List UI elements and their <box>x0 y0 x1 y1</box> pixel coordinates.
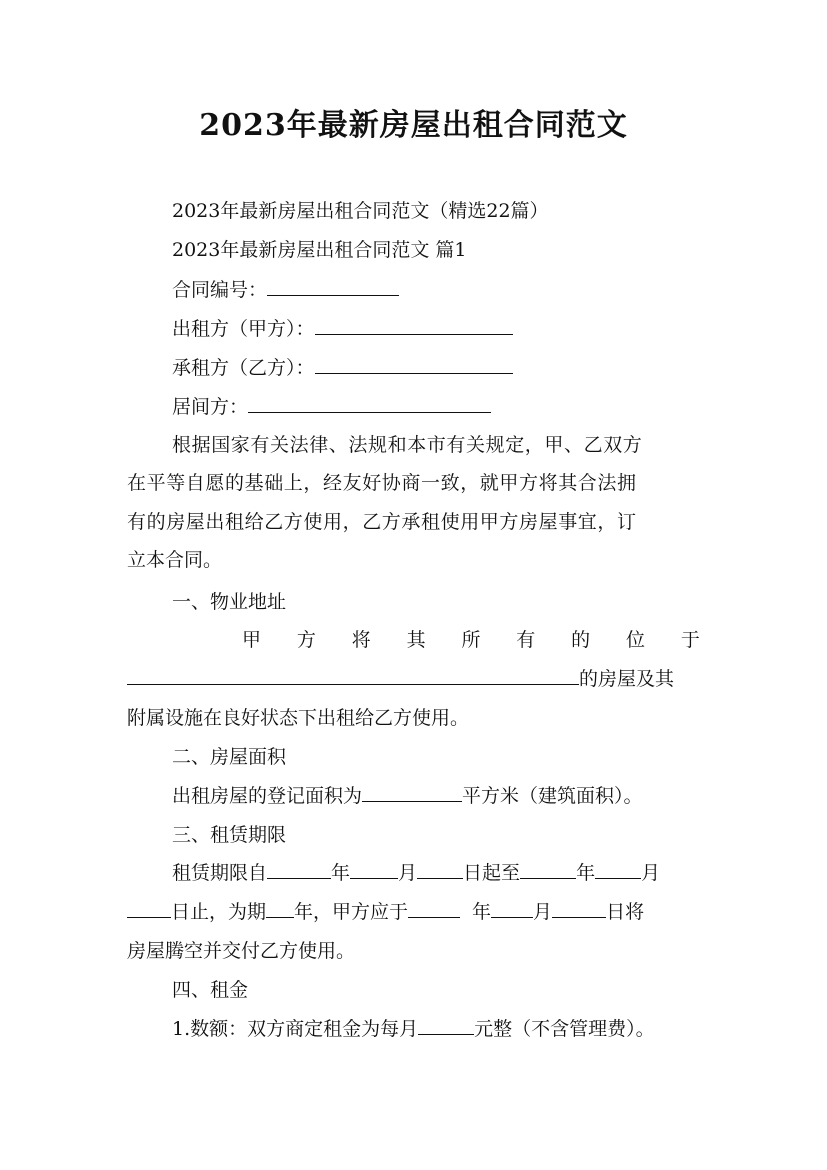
area-blank <box>362 783 462 802</box>
area-row <box>172 783 643 809</box>
year-label: 年 <box>331 862 351 884</box>
rent-row <box>172 1016 655 1042</box>
start-day-blank <box>417 860 463 879</box>
day-will-label: 日将 <box>606 901 645 923</box>
intro-line-3: 有的房屋出租给乙方使用，乙方承租使用甲方房屋事宜，订 <box>127 511 637 533</box>
intro-line-1: 根据国家有关法律、法规和本市有关规定，甲、乙双方 <box>172 434 643 456</box>
area-suffix: 平方米（建筑面积）。 <box>462 785 643 807</box>
handover-day-blank <box>552 899 606 918</box>
year-label: 年 <box>576 862 596 884</box>
year-comma-label: 年，甲方应于 <box>294 901 409 923</box>
section-1-spread-line <box>242 627 700 653</box>
contract-number-blank <box>267 277 399 296</box>
rent-prefix: 1.数额：双方商定租金为每月 <box>172 1018 419 1040</box>
section-1-char: 有 <box>516 629 536 651</box>
agent-row <box>172 394 491 420</box>
year-label: 年 <box>472 901 492 923</box>
month-label: 月 <box>398 862 418 884</box>
term-line-2 <box>127 899 644 925</box>
rent-suffix: 元整（不含管理费）。 <box>474 1018 655 1040</box>
agent-blank <box>248 394 491 413</box>
area-prefix: 出租房屋的登记面积为 <box>172 785 363 807</box>
intro-line-2: 在平等自愿的基础上，经友好协商一致，就甲方将其合法拥 <box>127 472 637 494</box>
section-4-heading: 四、租金 <box>172 979 249 1001</box>
month-label: 月 <box>641 862 661 884</box>
handover-year-blank <box>408 899 460 918</box>
duration-blank <box>266 899 294 918</box>
term-line-1 <box>172 860 660 886</box>
section-heading: 2023年最新房屋出租合同范文 篇1 <box>172 239 467 261</box>
address-row <box>127 666 674 692</box>
section-1-char: 甲 <box>242 629 262 651</box>
handover-month-blank <box>491 899 533 918</box>
end-year-blank <box>520 860 576 879</box>
start-month-blank <box>350 860 398 879</box>
day-to-label: 日起至 <box>463 862 521 884</box>
lessor-blank <box>315 316 513 335</box>
contract-number-label: 合同编号： <box>172 279 268 301</box>
agent-label: 居间方： <box>172 396 249 418</box>
lessee-row <box>172 355 513 381</box>
section-1-char: 位 <box>626 629 646 651</box>
section-1-char: 将 <box>351 629 371 651</box>
lessee-label: 承租方（乙方）： <box>172 357 315 379</box>
address-blank <box>127 666 579 685</box>
intro-line-4: 立本合同。 <box>127 549 223 571</box>
section-1-heading: 一、物业地址 <box>172 591 287 613</box>
section-1-char: 其 <box>406 629 426 651</box>
start-year-blank <box>267 860 331 879</box>
contract-number-row <box>172 277 399 303</box>
section-2-heading: 二、房屋面积 <box>172 746 287 768</box>
section-1-char: 所 <box>461 629 481 651</box>
rent-amount-blank <box>418 1016 474 1035</box>
term-from-label: 租赁期限自 <box>172 862 268 884</box>
day-end-label: 日止，为期 <box>171 901 267 923</box>
lessee-blank <box>315 355 513 374</box>
document-subtitle: 2023年最新房屋出租合同范文（精选22篇） <box>172 200 549 222</box>
section-3-heading: 三、租赁期限 <box>172 824 287 846</box>
term-line-3: 房屋腾空并交付乙方使用。 <box>127 940 356 962</box>
address-suffix: 的房屋及其 <box>579 668 675 690</box>
lessor-row <box>172 316 513 342</box>
document-title: 2023年最新房屋出租合同范文 <box>199 108 628 143</box>
section-1-char: 于 <box>680 629 700 651</box>
section-1-line-3: 附属设施在良好状态下出租给乙方使用。 <box>127 707 470 729</box>
month-label: 月 <box>533 901 553 923</box>
end-day-blank <box>127 899 171 918</box>
section-1-char: 的 <box>571 629 591 651</box>
section-1-char: 方 <box>296 629 316 651</box>
end-month-blank <box>595 860 641 879</box>
lessor-label: 出租方（甲方）： <box>172 318 315 340</box>
